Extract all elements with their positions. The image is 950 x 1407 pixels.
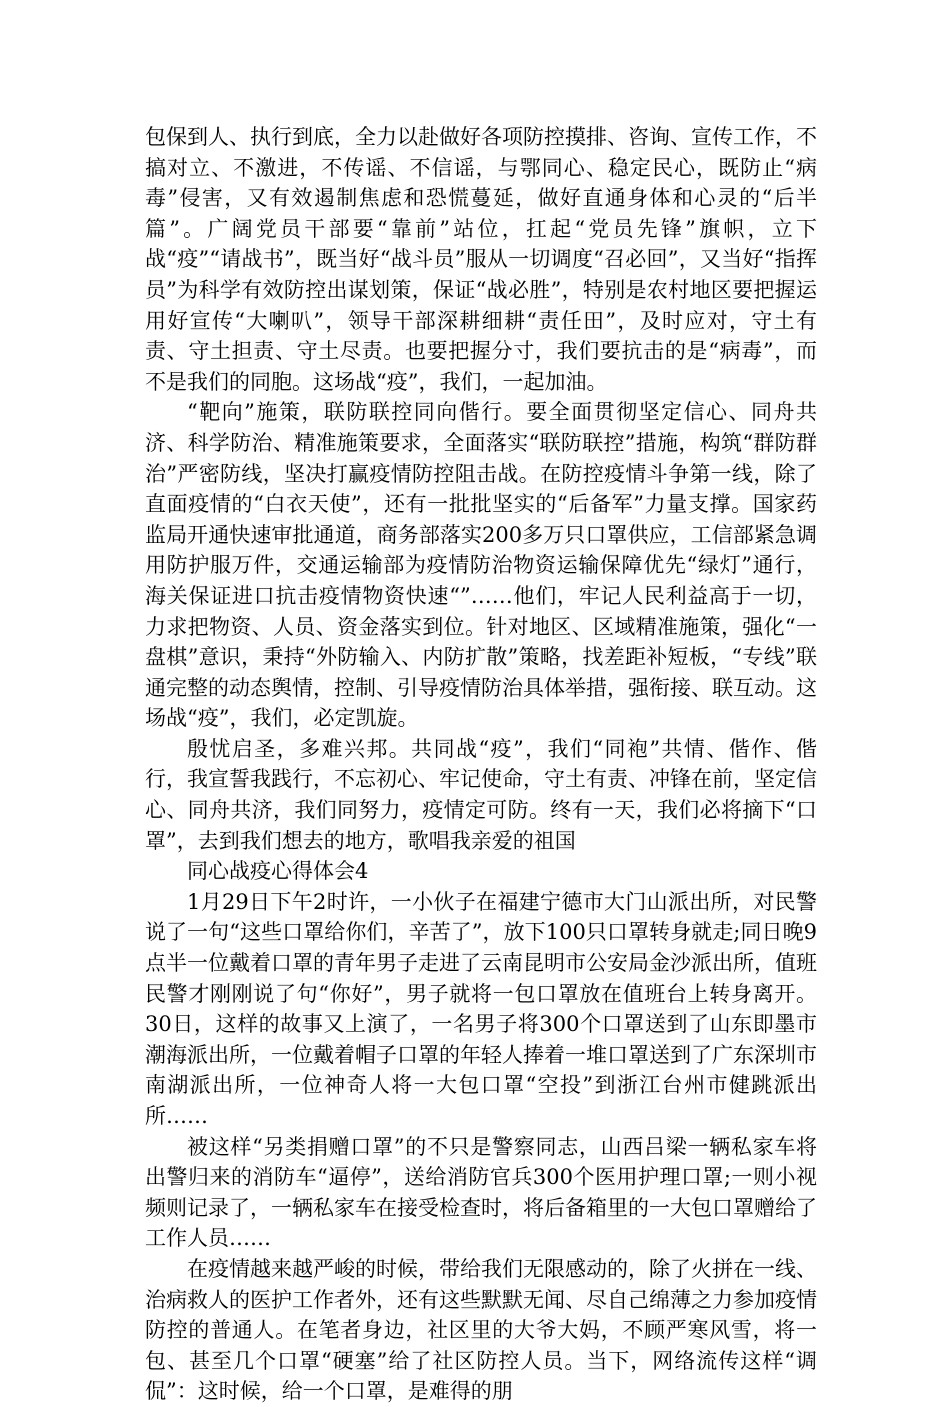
paragraph: 1月29日下午2时许，一小伙子在福建宁德市大门山派出所，对民警说了一句“这些口罩给你们，辛苦了”，放下100只口罩转身就走;同日晚9点半一位戴着口罩的青年男子走进了云南昆明市公安局金沙派出所，值班民警才刚刚说了句“你好”，男子就将一包口罩放在值班台上转身离开。30日，这样的故事又上演了，一名男子将300个口罩送到了山东即墨市潮海派出所，一位戴着帽子口罩的年轻人捧着一堆口罩送到了广东深圳市南湖派出所，一位神奇人将一大包口罩“空投”到浙江台州市健跳派出所…… [145,889,817,1128]
paragraph: 被这样“另类捐赠口罩”的不只是警察同志，山西吕梁一辆私家车将出警归来的消防车“逼停”，送给消防官兵300个医用护理口罩;一则小视频则记录了，一辆私家车在接受检查时，将后备箱里的一大包口罩赠给了工作人员…… [145,1134,817,1251]
paragraph: 包保到人、执行到底，全力以赴做好各项防控摸排、咨询、宣传工作，不搞对立、不激进，不传谣、不信谣，与鄂同心、稳定民心，既防止“病毒”侵害，又有效遏制焦虑和恐慌蔓延，做好直通身体和心灵的“后半篇”。广阔党员干部要“靠前”站位，扛起“党员先锋”旗帜，立下战“疫”“请战书”，既当好“战斗员”服从一切调度“召必回”，又当好“指挥员”为科学有效防控出谋划策，保证“战必胜”，特别是农村地区要把握运用好宣传“大喇叭”，领导干部深耕细耕“责任田”，及时应对，守土有责、守土担责、守土尽责。也要把握分寸，我们要抗击的是“病毒”，而不是我们的同胞。这场战“疫”，我们，一起加油。 [145,125,817,394]
section-heading: 同心战疫心得体会4 [187,859,369,884]
paragraph: 殷忧启圣，多难兴邦。共同战“疫”，我们“同袍”共情、偕作、偕行，我宣誓我践行，不忘初心、牢记使命，守土有责、冲锋在前，坚定信心、同舟共济，我们同努力，疫情定可防。终有一天，我们必将摘下“口罩”，去到我们想去的地方，歌唱我亲爱的祖国 [145,736,817,853]
paragraph: “靶向”施策，联防联控同向偕行。要全面贯彻坚定信心、同舟共济、科学防治、精准施策要求，全面落实“联防联控”措施，构筑“群防群治”严密防线，坚决打赢疫情防控阻击战。在防控疫情斗争第一线，除了直面疫情的“白衣天使”，还有一批批坚实的“后备军”力量支撑。国家药监局开通快速审批通道，商务部落实200多万只口罩供应，工信部紧急调用防护服万件，交通运输部为疫情防治物资运输保障优先“绿灯”通行，海关保证进口抗击疫情物资快速“”……他们，牢记人民利益高于一切，力求把物资、人员、资金落实到位。针对地区、区域精准施策，强化“一盘棋”意识，秉持“外防输入、内防扩散”策略，找差距补短板，“专线”联通完整的动态舆情，控制、引导疫情防治具体举措，强衔接、联互动。这场战“疫”，我们，必定凯旋。 [145,400,817,731]
paragraph: 在疫情越来越严峻的时候，带给我们无限感动的，除了火拼在一线、治病救人的医护工作者外，还有这些默默无闻、尽自己绵薄之力参加疫情防控的普通人。在笔者身边，社区里的大爷大妈，不顾严寒风雪，将一包、甚至几个口罩“硬塞”给了社区防控人员。当下，网络流传这样“调侃”：这时候，给一个口罩，是难得的朋 [145,1256,817,1404]
document-page [145,122,817,1407]
